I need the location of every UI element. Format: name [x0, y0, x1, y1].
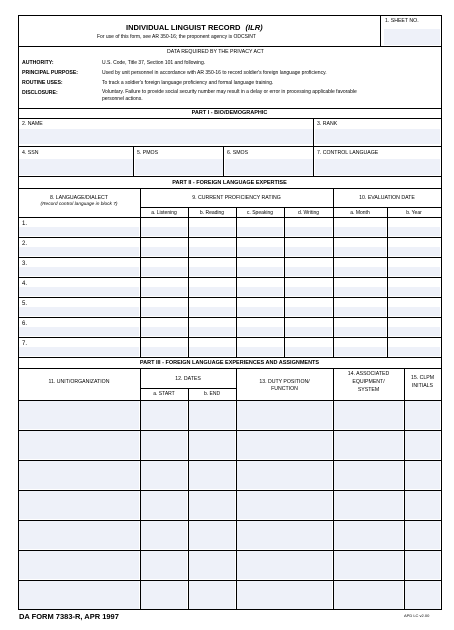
unit-field[interactable]	[19, 401, 139, 429]
pmos-label: 5. PMOS	[137, 150, 159, 156]
language-field[interactable]	[19, 327, 139, 336]
reading-field[interactable]	[189, 247, 235, 256]
month-subheader: a. Month	[350, 210, 370, 216]
vertical-rule	[313, 118, 314, 176]
horizontal-rule	[18, 217, 441, 218]
writing-field[interactable]	[285, 347, 332, 356]
speaking-field[interactable]	[237, 307, 283, 316]
end-date-field[interactable]	[189, 581, 235, 609]
vertical-rule	[404, 368, 405, 609]
equipment-field[interactable]	[334, 551, 403, 579]
horizontal-rule	[18, 368, 441, 369]
unit-field[interactable]	[19, 521, 139, 549]
horizontal-rule	[18, 277, 441, 278]
speaking-field[interactable]	[237, 227, 283, 236]
year-subheader: b. Year	[406, 210, 422, 216]
duty-position-field[interactable]	[237, 401, 332, 429]
equipment-field[interactable]	[334, 521, 403, 549]
row-number: 6.	[22, 321, 28, 327]
row-number: 3.	[22, 261, 28, 267]
start-date-field[interactable]	[141, 401, 187, 429]
rank-field[interactable]	[315, 129, 440, 144]
name-label: 2. NAME	[22, 121, 43, 127]
smos-field[interactable]	[225, 159, 313, 175]
privacy-text-authority: U.S. Code, Title 37, Section 101 and following.	[102, 60, 206, 66]
unit-column-header: 11. UNIT/ORGANIZATION	[48, 379, 110, 385]
vertical-rule	[236, 207, 237, 357]
year-field[interactable]	[388, 307, 440, 316]
pmos-field[interactable]	[135, 159, 223, 175]
ssn-field[interactable]	[19, 159, 133, 175]
reading-field[interactable]	[189, 287, 235, 296]
speaking-field[interactable]	[237, 347, 283, 356]
speaking-field[interactable]	[237, 267, 283, 276]
language-field[interactable]	[19, 267, 139, 276]
reading-field[interactable]	[189, 327, 235, 336]
end-date-field[interactable]	[189, 491, 235, 519]
vertical-rule	[380, 15, 381, 46]
clpm-initials-field[interactable]	[405, 431, 440, 459]
horizontal-rule	[140, 207, 441, 208]
privacy-heading: DATA REQUIRED BY THE PRIVACY ACT	[167, 49, 264, 55]
horizontal-rule	[18, 146, 441, 147]
start-date-field[interactable]	[141, 461, 187, 489]
smos-label: 6. SMOS	[227, 150, 249, 156]
clpm-initials-field[interactable]	[405, 401, 440, 429]
horizontal-rule	[18, 237, 441, 238]
month-field[interactable]	[334, 247, 386, 256]
privacy-text-disclosure-cont: personnel actions.	[102, 96, 143, 102]
evaluation-column-header: 10. EVALUATION DATE	[359, 195, 415, 201]
language-column-header: 8. LANGUAGE/DIALECT	[50, 195, 108, 201]
speaking-field[interactable]	[237, 247, 283, 256]
proficiency-column-header: 9. CURRENT PROFICIENCY RATING	[192, 195, 281, 201]
listening-subheader: a. Listening	[151, 210, 177, 216]
horizontal-rule	[18, 257, 441, 258]
unit-field[interactable]	[19, 431, 139, 459]
month-field[interactable]	[334, 267, 386, 276]
reading-field[interactable]	[189, 227, 235, 236]
language-field[interactable]	[19, 227, 139, 236]
end-date-field[interactable]	[189, 431, 235, 459]
writing-field[interactable]	[285, 307, 332, 316]
unit-field[interactable]	[19, 461, 139, 489]
form-subtitle: For use of this form, see AR 350-16; the proponent agency is ODCSINT	[97, 34, 256, 40]
horizontal-rule	[18, 580, 441, 581]
month-field[interactable]	[334, 347, 386, 356]
equipment-field[interactable]	[334, 461, 403, 489]
rank-label: 3. RANK	[317, 121, 338, 127]
clpm-initials-field[interactable]	[405, 491, 440, 519]
equipment-field[interactable]	[334, 401, 403, 429]
name-field[interactable]	[19, 129, 313, 144]
horizontal-rule	[18, 490, 441, 491]
horizontal-rule	[18, 118, 441, 119]
row-number: 1.	[22, 221, 28, 227]
horizontal-rule	[18, 297, 441, 298]
ssn-label: 4. SSN	[22, 150, 39, 156]
reading-field[interactable]	[189, 267, 235, 276]
horizontal-rule	[18, 520, 441, 521]
row-number: 2.	[22, 241, 28, 247]
listening-field[interactable]	[141, 227, 187, 236]
writing-field[interactable]	[285, 327, 332, 336]
form-identifier: DA FORM 7383-R, APR 1997	[19, 612, 119, 621]
clpm-initials-field[interactable]	[405, 521, 440, 549]
unit-field[interactable]	[19, 491, 139, 519]
reading-subheader: b. Reading	[199, 210, 225, 216]
language-field[interactable]	[19, 307, 139, 316]
sheet-number-field[interactable]	[384, 29, 440, 45]
speaking-field[interactable]	[237, 287, 283, 296]
privacy-text-disclosure: Voluntary. Failure to provide social security number may result in a delay or error in processing applicable favorable	[102, 89, 357, 95]
vertical-rule	[441, 15, 442, 609]
vertical-rule	[333, 368, 334, 609]
duty-position-field[interactable]	[237, 491, 332, 519]
start-date-field[interactable]	[141, 491, 187, 519]
clpm-column-header-line2: INITIALS	[411, 383, 434, 389]
year-field[interactable]	[388, 227, 440, 236]
equipment-field[interactable]	[334, 431, 403, 459]
equipment-field[interactable]	[334, 491, 403, 519]
year-field[interactable]	[388, 247, 440, 256]
horizontal-rule	[18, 15, 442, 16]
vertical-rule	[223, 146, 224, 176]
horizontal-rule	[18, 188, 441, 189]
privacy-label-purpose: PRINCIPAL PURPOSE:	[22, 70, 79, 76]
vertical-rule	[333, 188, 334, 357]
end-date-field[interactable]	[189, 521, 235, 549]
unit-field[interactable]	[19, 551, 139, 579]
privacy-label-authority: AUTHORITY:	[22, 60, 54, 66]
writing-field[interactable]	[285, 287, 332, 296]
duty-position-field[interactable]	[237, 551, 332, 579]
form-title	[126, 24, 263, 32]
start-date-field[interactable]	[141, 431, 187, 459]
start-date-field[interactable]	[141, 581, 187, 609]
listening-field[interactable]	[141, 247, 187, 256]
privacy-label-disclosure: DISCLOSURE:	[22, 90, 58, 96]
unit-field[interactable]	[19, 581, 139, 609]
writing-field[interactable]	[285, 227, 332, 236]
start-subheader: a. START	[153, 391, 175, 397]
horizontal-rule	[18, 337, 441, 338]
horizontal-rule	[18, 317, 441, 318]
sheet-number-label: 1. SHEET NO.	[385, 18, 419, 24]
form-version-code: APD LC v2.00	[404, 613, 430, 618]
horizontal-rule	[18, 460, 441, 461]
speaking-field[interactable]	[237, 327, 283, 336]
duty-position-field[interactable]	[237, 461, 332, 489]
month-field[interactable]	[334, 227, 386, 236]
duty-column-header-line1: 13. DUTY POSITION/	[259, 379, 310, 385]
year-field[interactable]	[388, 267, 440, 276]
language-field[interactable]	[19, 247, 139, 256]
end-subheader: b. END	[203, 391, 221, 397]
equipment-column-header-line1: 14. ASSOCIATED	[347, 371, 390, 377]
horizontal-rule	[18, 176, 441, 177]
listening-field[interactable]	[141, 347, 187, 356]
language-column-note: (Record control language in block 7)	[40, 202, 118, 207]
form-title-text: INDIVIDUAL LINGUIST RECORD	[126, 23, 241, 32]
clpm-initials-field[interactable]	[405, 581, 440, 609]
listening-field[interactable]	[141, 267, 187, 276]
year-field[interactable]	[388, 347, 440, 356]
year-field[interactable]	[388, 327, 440, 336]
vertical-rule	[236, 368, 237, 609]
clpm-initials-field[interactable]	[405, 551, 440, 579]
duty-column-header-line2: FUNCTION	[271, 386, 298, 392]
dates-column-header: 12. DATES	[175, 376, 201, 382]
start-date-field[interactable]	[141, 521, 187, 549]
horizontal-rule	[18, 46, 441, 47]
language-field[interactable]	[19, 347, 139, 356]
writing-subheader: d. Writing	[297, 210, 320, 216]
vertical-rule	[133, 146, 134, 176]
start-date-field[interactable]	[141, 551, 187, 579]
equipment-column-header-line3: SYSTEM	[357, 387, 380, 393]
part1-heading: PART I - BIO/DEMOGRAPHIC	[191, 110, 268, 116]
privacy-label-routine-uses: ROUTINE USES:	[22, 80, 63, 86]
duty-position-field[interactable]	[237, 581, 332, 609]
vertical-rule	[140, 368, 141, 609]
speaking-subheader: c. Speaking	[246, 210, 274, 216]
duty-position-field[interactable]	[237, 431, 332, 459]
vertical-rule	[387, 207, 388, 357]
end-date-field[interactable]	[189, 551, 235, 579]
control-language-field[interactable]	[315, 159, 440, 175]
month-field[interactable]	[334, 287, 386, 296]
equipment-field[interactable]	[334, 581, 403, 609]
vertical-rule	[188, 388, 189, 609]
clpm-column-header-line1: 15. CLPM	[410, 375, 435, 381]
month-field[interactable]	[334, 327, 386, 336]
horizontal-rule	[18, 609, 442, 610]
clpm-initials-field[interactable]	[405, 461, 440, 489]
reading-field[interactable]	[189, 307, 235, 316]
duty-position-field[interactable]	[237, 521, 332, 549]
vertical-rule	[188, 207, 189, 357]
vertical-rule	[284, 207, 285, 357]
row-number: 7.	[22, 341, 28, 347]
reading-field[interactable]	[189, 347, 235, 356]
horizontal-rule	[18, 430, 441, 431]
part3-heading: PART III - FOREIGN LANGUAGE EXPERIENCES AND ASSIGNMENTS	[139, 360, 320, 366]
equipment-column-header-line2: EQUIPMENT/	[352, 379, 385, 385]
listening-field[interactable]	[141, 327, 187, 336]
control-language-label: 7. CONTROL LANGUAGE	[317, 150, 379, 156]
row-number: 4.	[22, 281, 28, 287]
end-date-field[interactable]	[189, 401, 235, 429]
row-number: 5.	[22, 301, 28, 307]
listening-field[interactable]	[141, 287, 187, 296]
vertical-rule	[140, 188, 141, 357]
end-date-field[interactable]	[189, 461, 235, 489]
form-title-abbr: (ILR)	[245, 23, 263, 32]
privacy-text-routine-uses: To track a soldier's foreign language proficiency and formal language training.	[102, 80, 274, 86]
part2-heading: PART II - FOREIGN LANGUAGE EXPERTISE	[172, 180, 287, 186]
year-field[interactable]	[388, 287, 440, 296]
writing-field[interactable]	[285, 267, 332, 276]
month-field[interactable]	[334, 307, 386, 316]
horizontal-rule	[18, 108, 441, 109]
horizontal-rule	[18, 357, 441, 358]
privacy-text-purpose: Used by unit personnel in accordance with AR 350-16 to record soldier's foreign language proficiency.	[102, 70, 327, 76]
listening-field[interactable]	[141, 307, 187, 316]
horizontal-rule	[18, 550, 441, 551]
horizontal-rule	[18, 400, 441, 401]
language-field[interactable]	[19, 287, 139, 296]
writing-field[interactable]	[285, 247, 332, 256]
